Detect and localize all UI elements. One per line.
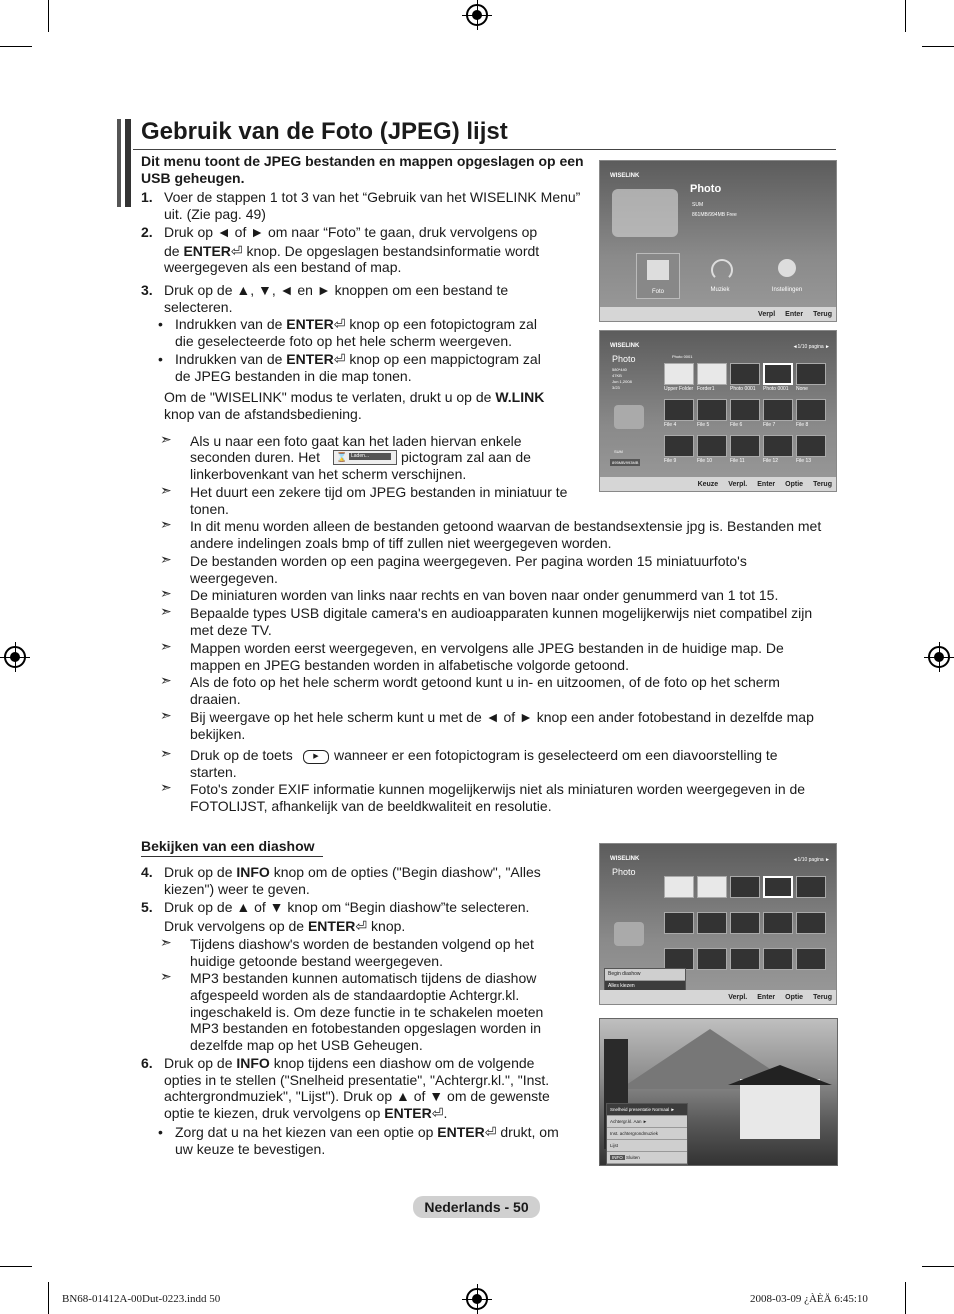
note-text: starten. bbox=[190, 764, 237, 780]
page-number-badge: Nederlands - 50 bbox=[413, 1196, 540, 1218]
info-line: Jun 1,2008 bbox=[612, 379, 632, 384]
photo-thumbnail[interactable] bbox=[697, 399, 727, 421]
storage-name: SUM bbox=[692, 202, 704, 208]
step-3-bullet-2: Indrukken van de ENTER⏎ knop op een mappictogram zal bbox=[175, 351, 541, 367]
note-text: Bepaalde types USB digitale camera's en audioapparaten kunnen mogelijkerwijs niet compatibel zijn met deze TV. bbox=[190, 605, 813, 638]
thumbnail-label: File 5 bbox=[697, 422, 710, 428]
registration-mark-icon bbox=[466, 1288, 488, 1310]
bar-label: Verpl. bbox=[728, 993, 748, 1001]
step-number: 3. bbox=[141, 282, 153, 298]
bar-label: Enter bbox=[757, 993, 776, 1001]
loading-label: Laden... bbox=[349, 453, 391, 460]
play-button-icon: ▶ bbox=[303, 750, 329, 764]
photo-thumbnail[interactable] bbox=[763, 912, 793, 934]
photo-thumbnail[interactable] bbox=[664, 399, 694, 421]
note-arrow-icon: ➣ bbox=[160, 551, 172, 567]
step-3-bullet-1: Indrukken van de ENTER⏎ knop op een fotopictogram zal bbox=[175, 316, 537, 332]
thumbnail-label: File 9 bbox=[664, 458, 677, 464]
crop-mark bbox=[0, 1266, 32, 1267]
step-5-line2: Druk vervolgens op de ENTER⏎ knop. bbox=[164, 918, 406, 934]
note-text: Als u naar een foto gaat kan het laden hiervan enkele bbox=[190, 433, 522, 449]
registration-mark-icon bbox=[466, 4, 488, 26]
photo-thumbnail[interactable] bbox=[763, 876, 793, 898]
step-2-line3: weergegeven als een bestand of map. bbox=[164, 259, 402, 275]
menu-label: Instellingen bbox=[771, 287, 803, 293]
crop-mark bbox=[0, 46, 32, 47]
exit-text: Om de "WISELINK" modus te verlaten, drukt u op de W.LINK bbox=[164, 389, 545, 405]
slideshow-options-screen bbox=[599, 843, 837, 1005]
note-text: Bij weergave op het hele scherm kunt u met de ◄ of ► knop een ander fotobestand in dezelfde map bekijken. bbox=[190, 709, 814, 742]
photo-thumbnail[interactable] bbox=[796, 363, 826, 385]
camera-icon bbox=[614, 922, 644, 946]
step-2-line2: de ENTER⏎ knop. De opgeslagen bestandsinformatie wordt bbox=[164, 243, 540, 259]
note-arrow-icon: ➣ bbox=[160, 585, 172, 601]
screen-status-bar bbox=[600, 990, 836, 1004]
note-text: Als de foto op het hele scherm wordt getoond kunt u in- en uitzoomen, of de foto op het scherm draaien. bbox=[190, 674, 780, 707]
step-1-text: Voer de stappen 1 tot 3 van het “Gebruik van het WISELINK Menu” uit. (Zie pag. 49) bbox=[164, 189, 581, 222]
photo-thumbnail[interactable] bbox=[730, 435, 760, 457]
sidebar-title: Photo bbox=[612, 867, 636, 877]
note-text: In dit menu worden alleen de bestanden getoond waarvan de bestandsextensie jpg is. Bestanden met andere indelingen zoals bmp of tiff zullen niet weergegeven worden. bbox=[190, 518, 822, 551]
thumbnail-label: Photo 0001 bbox=[730, 386, 756, 392]
note-text: pictogram zal aan de bbox=[401, 449, 531, 465]
photo-thumbnail[interactable] bbox=[796, 876, 826, 898]
note-arrow-icon: ➣ bbox=[160, 431, 172, 447]
bullet-icon: • bbox=[158, 1124, 163, 1140]
sidebar-title: Photo bbox=[612, 354, 636, 364]
step-6-line2: opties in te stellen ("Snelheid presentatie", "Achtergr.kl.", "Inst. bbox=[164, 1072, 550, 1088]
step-number: 2. bbox=[141, 224, 153, 240]
menu-option[interactable]: Inst. achtergrondmuziek bbox=[607, 1128, 687, 1140]
note-arrow-icon: ➣ bbox=[160, 745, 172, 761]
wiselink-logo: WISELINK bbox=[610, 856, 640, 862]
step-number: 1. bbox=[141, 189, 153, 205]
note-arrow-icon: ➣ bbox=[160, 482, 172, 498]
exit-text-line2: knop van de afstandsbediening. bbox=[164, 406, 362, 422]
thumbnail-grid bbox=[664, 363, 834, 473]
note-text: De bestanden worden op een pagina weergegeven. Per pagina worden 15 miniatuurfoto's weergegeven. bbox=[190, 553, 747, 586]
note-arrow-icon: ➣ bbox=[160, 934, 172, 950]
menu-option-selected[interactable]: Alles kiezen bbox=[605, 981, 685, 993]
bar-label: Enter bbox=[757, 480, 776, 488]
step-6-line1: Druk op de INFO knop tijdens een diashow om de volgende bbox=[164, 1055, 535, 1071]
note-arrow-icon: ➣ bbox=[160, 707, 172, 723]
menu-option[interactable]: Achtergr.kl. Aan ► bbox=[607, 1116, 687, 1128]
registration-mark-icon bbox=[4, 646, 26, 668]
thumbnail-label: Photo 0001 bbox=[763, 386, 789, 392]
title-rule bbox=[133, 149, 836, 150]
photo-thumbnail[interactable] bbox=[664, 948, 694, 970]
thumbnail-label: File 12 bbox=[763, 458, 779, 464]
bar-label: Verpl bbox=[758, 310, 776, 318]
menu-label: Foto bbox=[651, 289, 664, 295]
bar-label: Terug bbox=[813, 480, 832, 488]
menu-item-photo[interactable] bbox=[636, 253, 680, 299]
step-3-bullet-2-line2: de JPEG bestanden in die map tonen. bbox=[175, 368, 412, 384]
photo-thumbnail[interactable] bbox=[730, 912, 760, 934]
note-text: De miniaturen worden van links naar rechts en van boven naar onder genummerd van 1 tot 15. bbox=[190, 587, 779, 603]
info-line: 47KB bbox=[612, 373, 622, 378]
storage-usage: 895MB/993MB bbox=[612, 460, 639, 465]
enter-icon: ⏎ bbox=[431, 1105, 444, 1121]
note-arrow-icon: ➣ bbox=[160, 779, 172, 795]
note-arrow-icon: ➣ bbox=[160, 603, 172, 619]
photo-thumbnail[interactable] bbox=[763, 399, 793, 421]
note-arrow-icon: ➣ bbox=[160, 638, 172, 654]
thumbnail-label: File 13 bbox=[796, 458, 812, 464]
photo-thumbnail[interactable] bbox=[796, 912, 826, 934]
crop-mark bbox=[48, 1282, 49, 1314]
enter-icon: ⏎ bbox=[333, 351, 346, 367]
photo-thumbnail[interactable] bbox=[796, 948, 826, 970]
camera-icon bbox=[614, 405, 644, 429]
crop-mark bbox=[922, 46, 954, 47]
enter-icon: ⏎ bbox=[484, 1124, 497, 1140]
thumbnail-label: File 8 bbox=[796, 422, 809, 428]
note-text: wanneer er een fotopictogram is geselecteerd om een diavoorstelling te bbox=[334, 747, 778, 763]
enter-icon: ⏎ bbox=[355, 918, 368, 934]
note-text: seconden duren. Het bbox=[190, 449, 320, 465]
photo-list-screen bbox=[599, 330, 837, 492]
photo-thumbnail[interactable] bbox=[796, 435, 826, 457]
crop-mark bbox=[922, 1266, 954, 1267]
fullscreen-photo bbox=[599, 1018, 838, 1166]
bar-label: Keuze bbox=[697, 480, 719, 488]
menu-item-music[interactable] bbox=[700, 255, 740, 295]
step-6-bullet: Zorg dat u na het kiezen van een optie op ENTER⏎ drukt, om bbox=[175, 1124, 559, 1140]
thumbnail-label: File 7 bbox=[763, 422, 776, 428]
info-icon: INFO bbox=[612, 1155, 623, 1160]
storage-free: 861MB/994MB Free bbox=[692, 212, 737, 218]
bullet-icon: • bbox=[158, 351, 163, 367]
step-4-text: Druk op de INFO knop om de opties ("Begin diashow", "Alles kiezen") weer te geven. bbox=[164, 864, 541, 897]
print-date: 2008-03-09 ¿ÀÈÄ 6:45:10 bbox=[750, 1293, 868, 1305]
screen-title: Photo bbox=[690, 183, 722, 195]
step-number: 6. bbox=[141, 1055, 153, 1071]
bar-label: Optie bbox=[785, 480, 804, 488]
enter-icon: ⏎ bbox=[333, 316, 346, 332]
crop-mark bbox=[48, 0, 49, 32]
photo-thumbnail[interactable] bbox=[763, 435, 793, 457]
step-5-line1: Druk op de ▲ of ▼ knop om “Begin diashow”te selecteren. bbox=[164, 899, 530, 915]
photo-thumbnail[interactable] bbox=[730, 876, 760, 898]
step-number: 5. bbox=[141, 899, 153, 915]
menu-option-label: Sluiten bbox=[626, 1155, 640, 1160]
bar-label: Terug bbox=[813, 310, 832, 318]
screen-status-bar bbox=[600, 307, 836, 321]
menu-option[interactable]: Begin diashow bbox=[605, 969, 685, 981]
hourglass-icon: ⌛ bbox=[336, 452, 348, 462]
photo-thumbnail[interactable] bbox=[697, 912, 727, 934]
photo-thumbnail[interactable] bbox=[697, 948, 727, 970]
photo-thumbnail[interactable] bbox=[763, 948, 793, 970]
bar-label: Terug bbox=[813, 993, 832, 1001]
folder-thumbnail[interactable] bbox=[664, 363, 694, 385]
note-text: Druk op de toets bbox=[190, 747, 293, 763]
menu-option[interactable]: Lijst bbox=[607, 1140, 687, 1152]
step-3-text: Druk op de ▲, ▼, ◄ en ► knoppen om een bestand te selecteren. bbox=[164, 282, 509, 315]
note-text: Foto's zonder EXIF informatie kunnen mogelijkerwijs niet als miniaturen worden weergegeven in de FOTOLIJST, afhankelijk van de beeldkwaliteit en resolutie. bbox=[190, 781, 806, 814]
photo-thumbnail[interactable] bbox=[697, 435, 727, 457]
chalet-roof bbox=[728, 1065, 832, 1085]
step-6-line3: achtergrondmuziek", "Lijst"). Druk op ▲ of ▼ om de gewenste bbox=[164, 1088, 550, 1104]
storage-name: SUM bbox=[614, 449, 623, 454]
note-text: Het duurt een zekere tijd om JPEG bestanden in miniatuur te tonen. bbox=[190, 484, 568, 517]
wiselink-logo: WISELINK bbox=[610, 173, 640, 179]
crop-mark bbox=[905, 0, 906, 32]
note-text: MP3 bestanden kunnen automatisch tijdens de diashow afgespeeld worden als de standaardoptie Achtergr.kl. ingeschakeld is. Om deze functie in te schakelen moeten MP3 bestanden en fotobestanden opgeslagen worden in dezelfde map op het USB Geheugen. bbox=[190, 970, 544, 1054]
headphones-icon bbox=[711, 259, 733, 281]
note-text: Mappen worden eerst weergegeven, en vervolgens alle JPEG bestanden in de huidige map. De mappen en JPEG bestanden worden in alfabetische volgorde getoond. bbox=[190, 640, 784, 673]
slideshow-menu[interactable] bbox=[606, 1103, 688, 1165]
thumbnail-grid bbox=[664, 876, 834, 986]
thumbnail-label: None bbox=[796, 386, 808, 392]
wiselink-main-screen bbox=[599, 160, 837, 322]
bar-label: Optie bbox=[785, 993, 804, 1001]
thumbnail-label: File 6 bbox=[730, 422, 743, 428]
screen-status-bar bbox=[600, 477, 836, 491]
folder-thumbnail[interactable] bbox=[697, 876, 727, 898]
folder-thumbnail[interactable] bbox=[664, 876, 694, 898]
step-3-bullet-1-line2: die geselecteerde foto op het hele scherm weergeven. bbox=[175, 333, 512, 349]
photo-thumbnail[interactable] bbox=[763, 363, 793, 385]
heading-rule bbox=[141, 856, 323, 857]
loading-indicator bbox=[333, 450, 397, 465]
thumbnail-label: File 10 bbox=[697, 458, 713, 464]
page-indicator: ◄1/10 pagina ► bbox=[792, 857, 830, 863]
note-text: Tijdens diashow's worden de bestanden volgend op het huidige getoonde bestand weergegeven. bbox=[190, 936, 534, 969]
bullet-icon: • bbox=[158, 316, 163, 332]
registration-mark-icon bbox=[928, 646, 950, 668]
step-number: 4. bbox=[141, 864, 153, 880]
note-arrow-icon: ➣ bbox=[160, 516, 172, 532]
photo-thumbnail[interactable] bbox=[730, 948, 760, 970]
info-line: 3/23 bbox=[612, 385, 620, 390]
photo-thumbnail[interactable] bbox=[796, 399, 826, 421]
note-arrow-icon: ➣ bbox=[160, 672, 172, 688]
page-title: Gebruik van de Foto (JPEG) lijst bbox=[141, 118, 508, 145]
menu-item-settings[interactable] bbox=[762, 255, 812, 295]
intro-text: Dit menu toont de JPEG bestanden en mappen opgeslagen op een USB geheugen. bbox=[141, 153, 584, 186]
info-line: 580*440 bbox=[612, 367, 627, 372]
camera-icon bbox=[612, 189, 678, 237]
crop-mark bbox=[905, 1282, 906, 1314]
gear-icon bbox=[778, 259, 796, 277]
folder-thumbnail[interactable] bbox=[697, 363, 727, 385]
step-6-bullet-line2: uw keuze te bevestigen. bbox=[175, 1141, 326, 1157]
title-bar-accent bbox=[125, 119, 131, 207]
wiselink-logo: WISELINK bbox=[610, 343, 640, 349]
note-arrow-icon: ➣ bbox=[160, 968, 172, 984]
thumbnail-label: File 11 bbox=[730, 458, 745, 464]
photo-thumbnail[interactable] bbox=[730, 399, 760, 421]
step-2-line1: Druk op ◄ of ► om naar “Foto” te gaan, druk vervolgens op bbox=[164, 224, 538, 240]
note-text: linkerbovenkant van het scherm verschijnen. bbox=[190, 466, 467, 482]
photo-thumbnail[interactable] bbox=[730, 363, 760, 385]
page-indicator: ◄1/10 pagina ► bbox=[792, 344, 830, 350]
menu-option-selected[interactable]: Snelheid presentatie Normaal ► bbox=[607, 1104, 687, 1116]
section-heading: Bekijken van een diashow bbox=[141, 838, 315, 854]
menu-label: Muziek bbox=[710, 287, 730, 293]
title-bar-accent bbox=[117, 119, 121, 207]
step-6-line4: optie te kiezen, druk vervolgens op ENTER⏎. bbox=[164, 1105, 448, 1121]
chalet-shape bbox=[740, 1079, 820, 1139]
bar-label: Verpl. bbox=[728, 480, 748, 488]
photo-thumbnail[interactable] bbox=[664, 912, 694, 934]
file-name: BN68-01412A-00Dut-0223.indd 50 bbox=[62, 1293, 221, 1305]
menu-option[interactable] bbox=[607, 1152, 687, 1164]
photo-thumbnail[interactable] bbox=[664, 435, 694, 457]
thumbnail-label: Forder1 bbox=[697, 386, 715, 392]
thumbnail-label: Upper Folder bbox=[664, 386, 694, 392]
current-folder: Photo 0001 bbox=[672, 354, 693, 359]
thumbnail-label: File 4 bbox=[664, 422, 677, 428]
bar-label: Enter bbox=[785, 310, 804, 318]
photo-icon bbox=[647, 260, 669, 280]
file-info bbox=[612, 367, 632, 391]
enter-icon: ⏎ bbox=[230, 243, 243, 259]
